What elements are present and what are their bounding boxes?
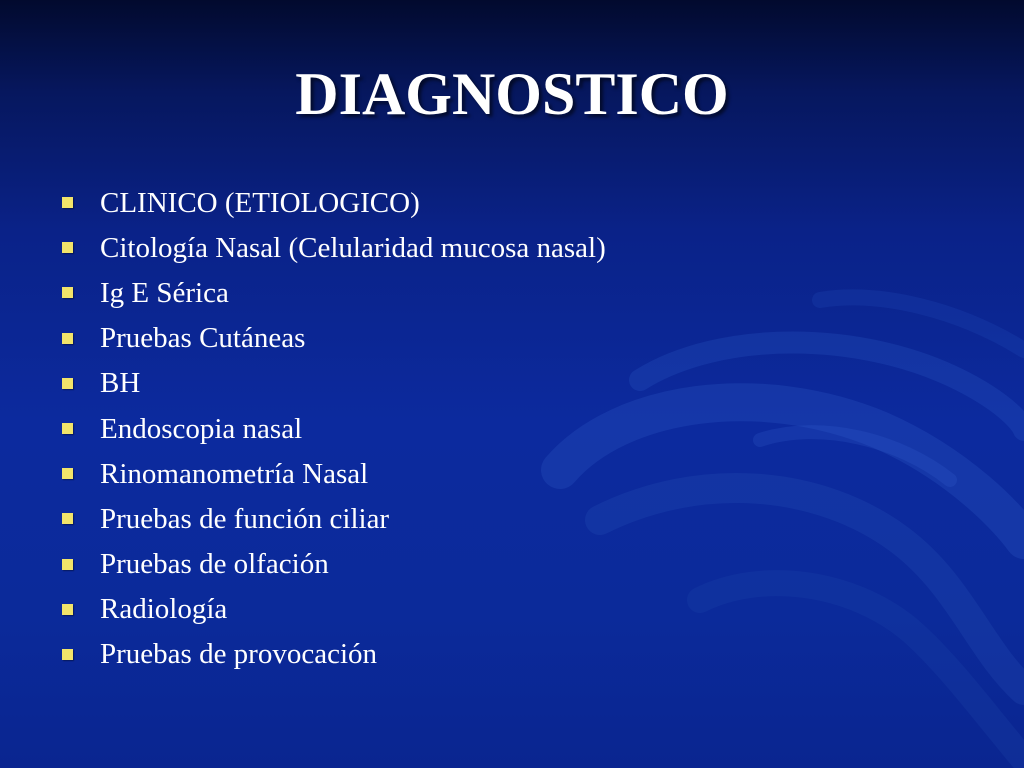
list-item-label: Endoscopia nasal bbox=[100, 412, 303, 445]
list-item bbox=[62, 406, 606, 451]
list-item bbox=[62, 542, 606, 587]
list-item bbox=[62, 180, 606, 225]
list-item bbox=[62, 225, 606, 270]
list-item-label: Ig E Sérica bbox=[100, 276, 229, 309]
list-item-label: Rinomanometría Nasal bbox=[100, 457, 369, 490]
list-item bbox=[62, 451, 606, 496]
list-item-label: Pruebas de función ciliar bbox=[100, 502, 390, 535]
list-item bbox=[62, 270, 606, 315]
list-item bbox=[62, 496, 606, 541]
list-item-label: Pruebas de provocación bbox=[100, 638, 378, 671]
square-bullet-icon bbox=[62, 649, 73, 660]
square-bullet-icon bbox=[62, 468, 73, 479]
slide-title: DIAGNOSTICO bbox=[295, 61, 729, 127]
list-item-label: Pruebas de olfación bbox=[100, 548, 329, 581]
square-bullet-icon bbox=[62, 287, 73, 298]
square-bullet-icon bbox=[62, 559, 73, 570]
square-bullet-icon bbox=[62, 513, 73, 524]
square-bullet-icon bbox=[62, 378, 73, 389]
bullet-list bbox=[62, 180, 606, 677]
list-item-label: CLINICO (ETIOLOGICO) bbox=[100, 186, 420, 219]
square-bullet-icon bbox=[62, 197, 73, 208]
square-bullet-icon bbox=[62, 423, 73, 434]
list-item bbox=[62, 632, 606, 677]
list-item bbox=[62, 361, 606, 406]
list-item-label: BH bbox=[100, 367, 141, 400]
list-item-label: Pruebas Cutáneas bbox=[100, 322, 306, 355]
list-item bbox=[62, 587, 606, 632]
list-item bbox=[62, 316, 606, 361]
square-bullet-icon bbox=[62, 242, 73, 253]
list-item-label: Citología Nasal (Celularidad mucosa nasal) bbox=[100, 231, 606, 264]
square-bullet-icon bbox=[62, 604, 73, 615]
square-bullet-icon bbox=[62, 333, 73, 344]
list-item-label: Radiología bbox=[100, 593, 228, 626]
